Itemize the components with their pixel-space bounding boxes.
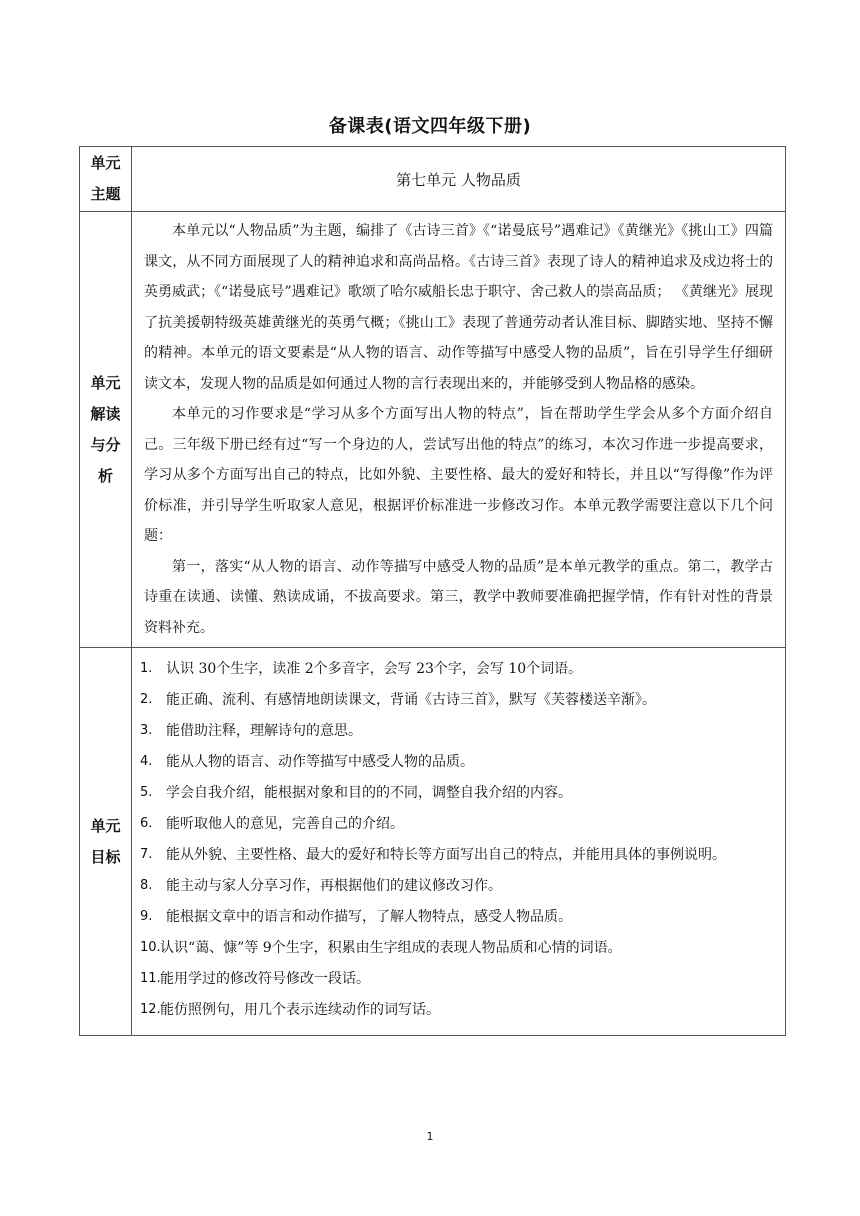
analysis-content [132,212,786,648]
goal-text: 学会自我介绍，能根据对象和目的的不同，调整自我介绍的内容。 [166,785,572,801]
goals-row [80,648,786,1036]
goal-item [140,998,773,1022]
goals-label [80,648,132,1036]
goal-item [140,719,773,743]
goal-text: 能从人物的语言、动作等描写中感受人物的品质。 [166,754,474,770]
lesson-plan-table [79,146,786,1036]
goal-text: 能正确、流利、有感情地朗读课文，背诵《古诗三首》，默写《芙蓉楼送辛渐》。 [166,692,656,708]
goal-text: 能从外貌、主要性格、最大的爱好和特长等方面写出自己的特点，并能用具体的事例说明。 [166,847,726,863]
goal-number: 6. [140,816,153,831]
goal-number: 12. [140,1002,161,1017]
goals-list [140,657,773,1022]
theme-label-line1: 单元 [90,154,121,172]
analysis-row [80,212,786,648]
theme-value: 第七单元 人物品质 [132,147,786,212]
theme-label [80,147,132,212]
theme-row [80,147,786,212]
goal-number: 9. [140,909,153,924]
analysis-paragraph: 第一，落实“从人物的语言、动作等描写中感受人物的品质”是本单元教学的重点。第二，教学古诗重在读通、读懂、熟读成诵，不拔高要求。第三，教学中教师要准确把握学情，作有针对性的背景资料补充。 [144,558,773,636]
goal-text: 能用学过的修改符号修改一段话。 [160,971,370,987]
goal-number: 4. [140,754,153,769]
goal-item [140,750,773,774]
goal-item [140,688,773,712]
analysis-label-line3: 与分 [90,435,121,454]
goals-label-line1: 单元 [90,816,121,835]
analysis-paragraph: 本单元以“人物品质”为主题，编排了《古诗三首》《“诺曼底号”遇难记》《黄继光》《挑山工》四篇课文，从不同方面展现了人的精神追求和高尚品格。《古诗三首》表现了诗人的精神追求及戍边将士的英勇威武；《“诺曼底号”遇难记》歌颂了哈尔威船长忠于职守、舍己救人的崇高品质； 《黄继光》展现了抗美援朝特级英雄黄继光的英勇气概；《挑山工》表现了普通劳动者认准目标、脚踏实地、坚持不懈的精神。本单元的语文要素是“从人物的语言、动作等描写中感受人物的品质”，旨在引导学生仔细研读文本，发现人物的品质是如何通过人物的言行表现出来的，并能够受到人物品格的感染。 [144,223,773,392]
goal-item [140,781,773,805]
goal-number: 3. [140,723,153,738]
goal-number: 5. [140,785,153,800]
goal-item [140,843,773,867]
goal-number: 1. [140,661,153,676]
goal-item [140,874,773,898]
analysis-paragraph: 本单元的习作要求是“学习从多个方面写出人物的特点”，旨在帮助学生学会从多个方面介绍自己。三年级下册已经有过“写一个身边的人，尝试写出他的特点”的练习，本次习作进一步提高要求，学习从多个方面写出自己的特点，比如外貌、主要性格、最大的爱好和特长，并且以“写得像”作为评价标准，并引导学生听取家人意见，根据评价标准进一步修改习作。本单元教学需要注意以下几个问题： [144,406,773,544]
goal-number: 8. [140,878,153,893]
goal-item [140,657,773,681]
goal-item [140,812,773,836]
goal-text: 能听取他人的意见，完善自己的介绍。 [166,816,404,832]
goal-number: 2. [140,692,153,707]
goal-text: 能仿照例句，用几个表示连续动作的词写话。 [160,1002,440,1018]
document-title: 备课表(语文四年级下册) [328,116,532,137]
goal-text: 认识“蔼、慷”等 9个生字，积累由生字组成的表现人物品质和心情的词语。 [160,940,622,956]
goals-label-line2: 目标 [90,847,121,866]
goal-item [140,936,773,960]
goals-content [132,648,786,1036]
goal-text: 能借助注释，理解诗句的意思。 [166,723,362,739]
goal-text: 能根据文章中的语言和动作描写，了解人物特点，感受人物品质。 [166,909,572,925]
page-number: 1 [426,1130,434,1143]
analysis-label-line1: 单元 [90,373,121,392]
theme-label-line2: 主题 [90,185,121,203]
goal-text: 认识 30个生字，读准 2个多音字，会写 23个字，会写 10个词语。 [166,661,583,677]
goal-text: 能主动与家人分享习作，再根据他们的建议修改习作。 [166,878,502,894]
analysis-label-line4: 析 [97,466,113,485]
goal-item [140,905,773,929]
goal-number: 7. [140,847,153,862]
goal-item [140,967,773,991]
analysis-label-line2: 解读 [90,404,121,423]
analysis-label [80,212,132,648]
goal-number: 11. [140,971,161,986]
goal-number: 10. [140,940,161,955]
